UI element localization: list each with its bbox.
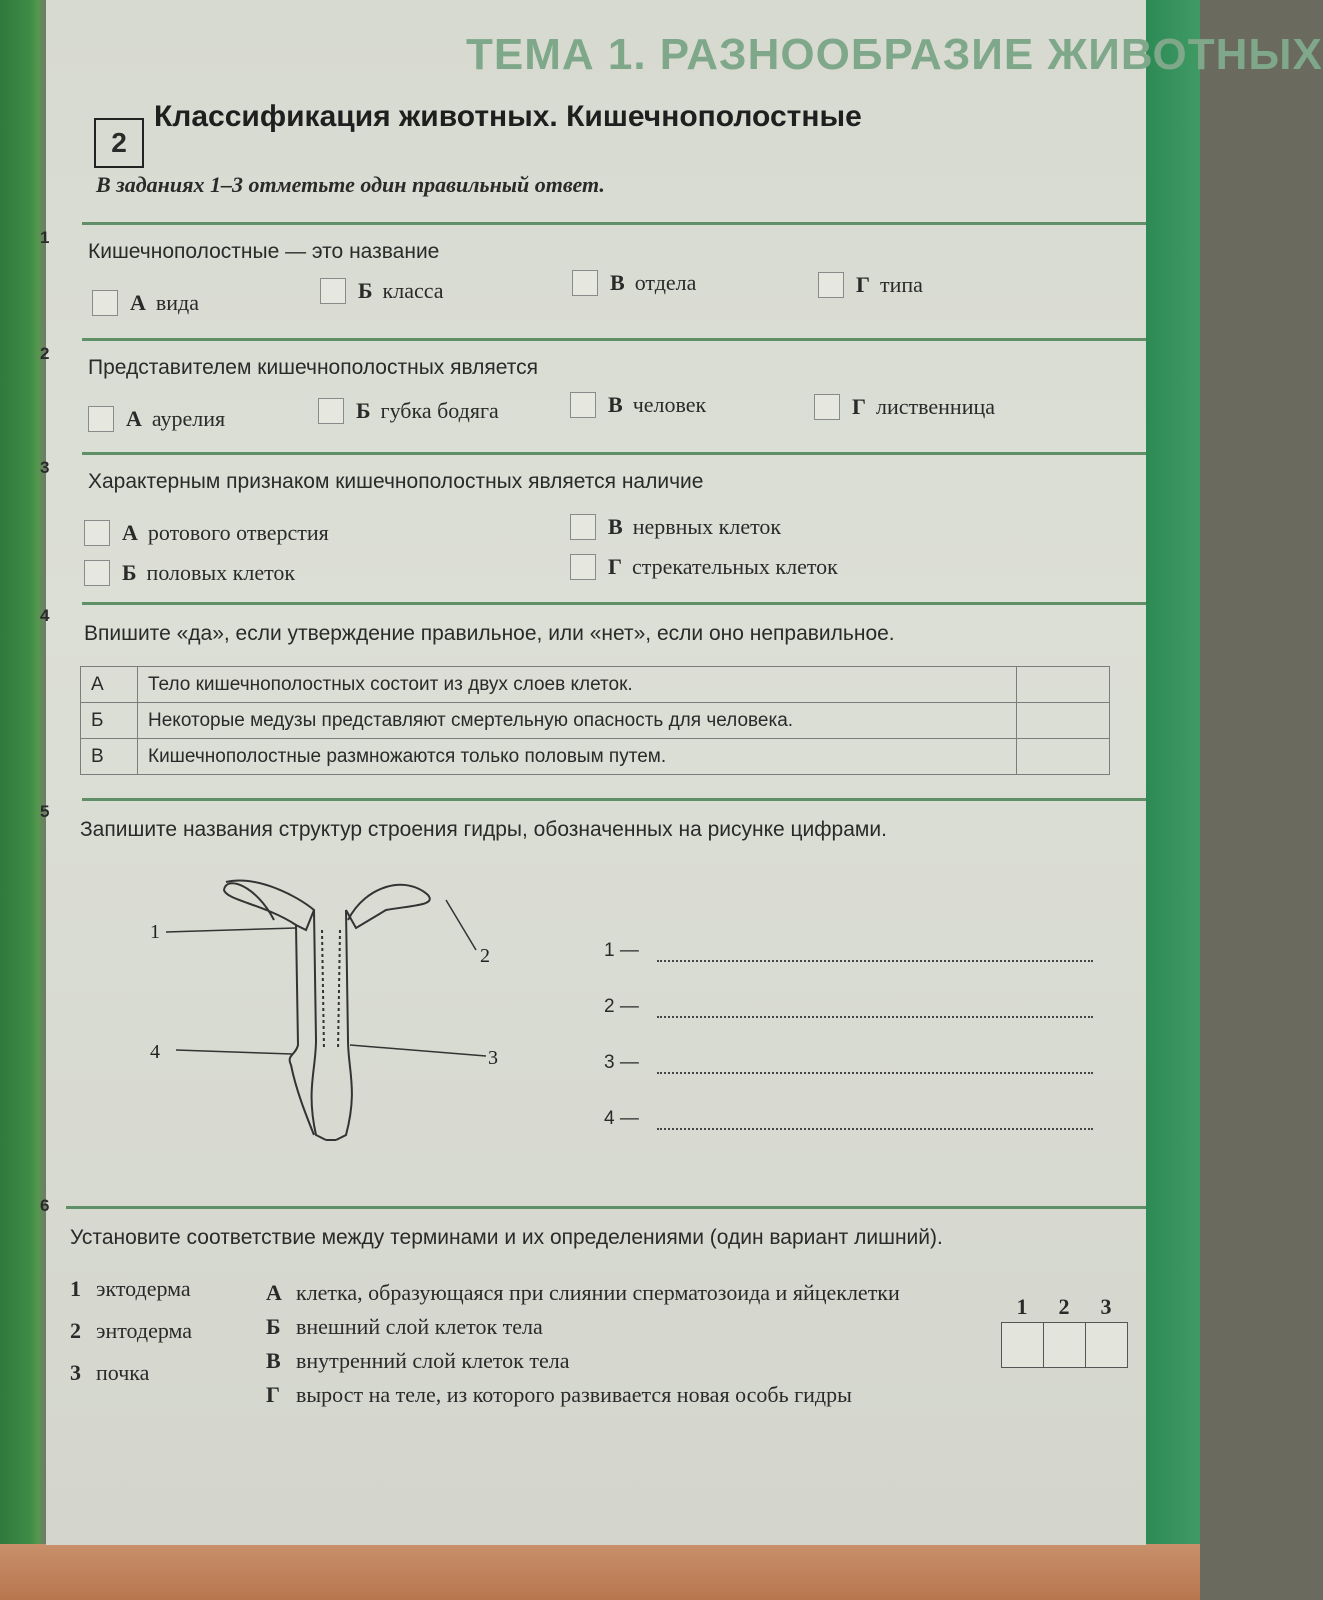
option-letter: В [608, 514, 623, 539]
checkbox[interactable] [570, 554, 596, 580]
option-letter: В [608, 392, 623, 417]
option-g[interactable] [570, 554, 838, 580]
checkbox[interactable] [814, 394, 840, 420]
row-letter: Б [81, 703, 138, 739]
term-label: почка [96, 1360, 150, 1385]
checkbox[interactable] [818, 272, 844, 298]
term-number: 1 [70, 1276, 81, 1301]
option-g[interactable] [818, 272, 923, 298]
divider [82, 602, 1146, 605]
term-number: 3 [70, 1360, 81, 1385]
divider [82, 338, 1146, 341]
answer-line[interactable] [604, 1108, 1093, 1130]
term-number: 2 [70, 1318, 81, 1343]
option-label: ротового отверстия [147, 520, 329, 545]
workbook-page [40, 0, 1323, 1545]
question-text: Кишечнополостные — это название [88, 240, 440, 263]
answer-blank[interactable] [657, 946, 1093, 962]
answer-line[interactable] [604, 940, 1093, 962]
divider [82, 222, 1146, 225]
answer-cell[interactable] [1086, 1323, 1127, 1367]
lesson-title: Классификация животных. Кишечнополостные [154, 100, 862, 133]
answer-number: 1 — [604, 940, 639, 961]
option-label: отдела [634, 270, 697, 295]
figure-label-1: 1 [150, 921, 160, 943]
true-false-table [80, 666, 1110, 775]
answer-grid [1001, 1322, 1128, 1368]
option-label: стрекательных клеток [632, 554, 838, 579]
row-statement: Некоторые медузы представляют смертельную опасность для человека. [138, 703, 1017, 739]
divider [66, 1206, 1146, 1209]
definition-letter: В [266, 1348, 281, 1373]
figure-label-4: 4 [150, 1041, 160, 1063]
definition-label: внутренний слой клеток тела [296, 1348, 570, 1373]
answer-blank[interactable] [657, 1058, 1093, 1074]
answer-number: 4 — [604, 1108, 639, 1129]
definition-a [266, 1280, 986, 1306]
figure-label-2: 2 [480, 945, 490, 967]
option-b[interactable] [84, 560, 295, 586]
answer-blank[interactable] [657, 1002, 1093, 1018]
checkbox[interactable] [84, 560, 110, 586]
checkbox[interactable] [320, 278, 346, 304]
grid-header: 1 [1016, 1294, 1028, 1319]
question-number: 2 [40, 344, 50, 363]
divider [82, 798, 1146, 801]
grid-header: 2 [1058, 1294, 1070, 1319]
question-number: 5 [40, 802, 50, 821]
definition-b [266, 1314, 986, 1340]
option-letter: А [126, 406, 142, 431]
checkbox[interactable] [84, 520, 110, 546]
question-text: Представителем кишечнополостных является [88, 356, 539, 379]
checkbox[interactable] [88, 406, 114, 432]
term-3 [70, 1360, 149, 1386]
option-letter: А [122, 520, 138, 545]
question-number: 1 [40, 228, 50, 247]
option-v[interactable] [570, 392, 706, 418]
answer-cell[interactable] [1017, 703, 1110, 739]
answer-number: 3 — [604, 1052, 639, 1073]
answer-blank[interactable] [657, 1114, 1093, 1130]
option-b[interactable] [318, 398, 499, 424]
theme-heading: ТЕМА 1. РАЗНООБРАЗИЕ ЖИВОТНЫХ [466, 30, 1323, 79]
option-label: нервных клеток [632, 514, 782, 539]
definition-letter: Б [266, 1314, 281, 1339]
option-letter: Б [356, 398, 371, 423]
option-letter: Б [358, 278, 373, 303]
checkbox[interactable] [570, 514, 596, 540]
option-label: класса [382, 278, 444, 303]
answer-cell[interactable] [1017, 739, 1110, 775]
option-g[interactable] [814, 394, 995, 420]
option-letter: А [130, 290, 146, 315]
option-letter: Г [856, 272, 870, 297]
option-letter: Г [608, 554, 622, 579]
option-label: лиственница [876, 394, 996, 419]
checkbox[interactable] [92, 290, 118, 316]
option-label: аурелия [151, 406, 226, 431]
answer-cell[interactable] [1017, 667, 1110, 703]
term-label: энтодерма [96, 1318, 193, 1343]
question-text: Установите соответствие между терминами и их определениями (один вариант лишний). [70, 1226, 943, 1249]
answer-line[interactable] [604, 996, 1093, 1018]
option-label: вида [155, 290, 200, 315]
table-row [81, 703, 1110, 739]
table-row [81, 667, 1110, 703]
divider [82, 452, 1146, 455]
definition-letter: А [266, 1280, 282, 1305]
option-letter: В [610, 270, 625, 295]
checkbox[interactable] [318, 398, 344, 424]
question-text: Впишите «да», если утверждение правильное, или «нет», если оно неправильное. [84, 622, 895, 645]
term-2 [70, 1318, 192, 1344]
figure-label-3: 3 [488, 1047, 498, 1069]
definitions-list [266, 1280, 986, 1416]
option-letter: Г [852, 394, 866, 419]
option-letter: Б [122, 560, 137, 585]
checkbox[interactable] [572, 270, 598, 296]
adjacent-page-edge [1146, 0, 1200, 1600]
row-statement: Тело кишечнополостных состоит из двух слоев клеток. [138, 667, 1017, 703]
row-statement: Кишечнополостные размножаются только половым путем. [138, 739, 1017, 775]
option-label: губка бодяга [380, 398, 499, 423]
question-text: Характерным признаком кишечнополостных является наличие [88, 470, 704, 493]
option-label: человек [632, 392, 707, 417]
option-a[interactable] [88, 406, 225, 432]
lesson-number: 2 [94, 118, 144, 168]
option-label: типа [880, 272, 923, 297]
term-1 [70, 1276, 191, 1302]
definition-g [266, 1382, 986, 1408]
hydra-diagram [146, 870, 546, 1170]
definition-label: вырост на теле, из которого развивается новая особь гидры [296, 1382, 852, 1407]
table-surface [0, 1544, 1200, 1600]
definition-label: клетка, образующаяся при слиянии сперматозоида и яйцеклетки [296, 1280, 900, 1305]
option-b[interactable] [320, 278, 444, 304]
question-text: Запишите названия структур строения гидры, обозначенных на рисунке цифрами. [80, 818, 887, 841]
answer-number: 2 — [604, 996, 639, 1017]
option-a[interactable] [92, 290, 199, 316]
answer-cell[interactable] [1002, 1323, 1044, 1367]
table-row [81, 739, 1110, 775]
instruction-text: В заданиях 1–3 отметьте один правильный ответ. [96, 172, 605, 197]
option-label: половых клеток [146, 560, 296, 585]
definition-letter: Г [266, 1382, 280, 1407]
grid-header: 3 [1100, 1294, 1112, 1319]
definition-v [266, 1348, 986, 1374]
option-a[interactable] [84, 520, 329, 546]
question-number: 6 [40, 1196, 50, 1215]
row-letter: А [81, 667, 138, 703]
option-v[interactable] [572, 270, 696, 296]
answer-cell[interactable] [1044, 1323, 1086, 1367]
term-label: эктодерма [96, 1276, 191, 1301]
question-number: 4 [40, 606, 50, 625]
definition-label: внешний слой клеток тела [296, 1314, 543, 1339]
answer-grid-headers [1001, 1294, 1127, 1320]
question-number: 3 [40, 458, 50, 477]
row-letter: В [81, 739, 138, 775]
checkbox[interactable] [570, 392, 596, 418]
answer-line[interactable] [604, 1052, 1093, 1074]
option-v[interactable] [570, 514, 781, 540]
